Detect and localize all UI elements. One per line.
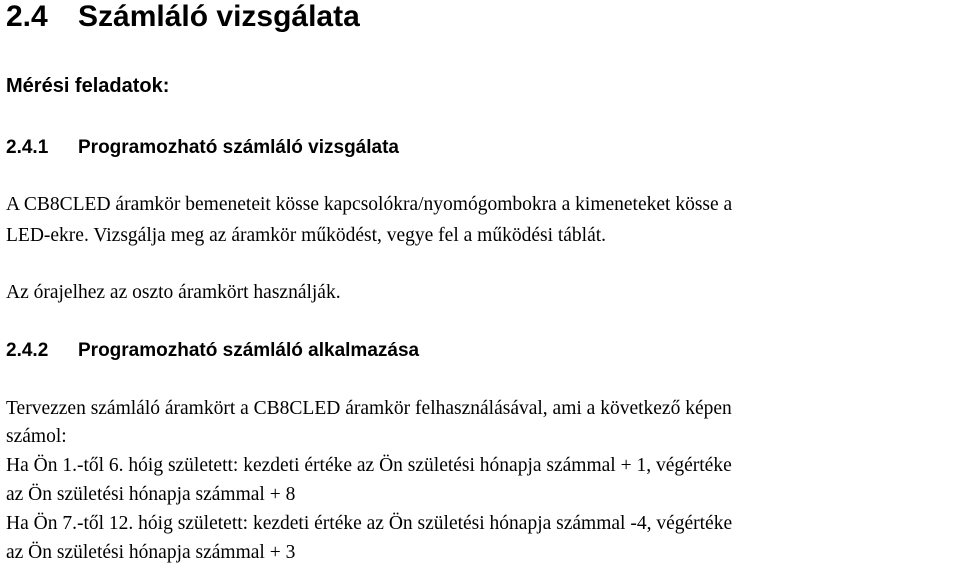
subsection-number-2: 2.4.2	[6, 340, 49, 361]
subsection-title-1: Programozható számláló vizsgálata	[78, 137, 399, 158]
paragraph-line: számol:	[6, 426, 67, 447]
paragraph-line: A CB8CLED áramkör bemeneteit kösse kapcsolókra/nyomógombokra a kimeneteket kösse a	[6, 194, 733, 215]
section-title-text: Számláló vizsgálata	[78, 0, 360, 33]
paragraph-line: Az órajelhez az oszto áramkört használják.	[6, 282, 341, 303]
paragraph-line: LED-ekre. Vizsgálja meg az áramkör működést, vegye fel a működési táblát.	[6, 225, 607, 246]
section-number: 2.4	[6, 0, 48, 33]
subsection-number-1: 2.4.1	[6, 137, 49, 158]
subsection-heading-1	[6, 136, 399, 160]
paragraph-line: Ha Ön 1.-től 6. hóig született: kezdeti értéke az Ön születési hónapja számmal + 1, végértéke	[6, 455, 732, 476]
paragraph-line: Tervezzen számláló áramkört a CB8CLED áramkör felhasználásával, ami a következő képen	[6, 398, 732, 419]
section-title	[6, 0, 360, 34]
paragraph-line: Ha Ön 7.-től 12. hóig született: kezdeti értéke az Ön születési hónapja számmal -4, végértéke	[6, 513, 733, 534]
subsection-heading-2	[6, 339, 419, 363]
tasks-heading: Mérési feladatok:	[6, 75, 170, 97]
subsection-title-2: Programozható számláló alkalmazása	[78, 340, 420, 361]
paragraph-line: az Ön születési hónapja számmal + 8	[6, 484, 296, 505]
paragraph-line: az Ön születési hónapja számmal + 3	[6, 542, 296, 563]
